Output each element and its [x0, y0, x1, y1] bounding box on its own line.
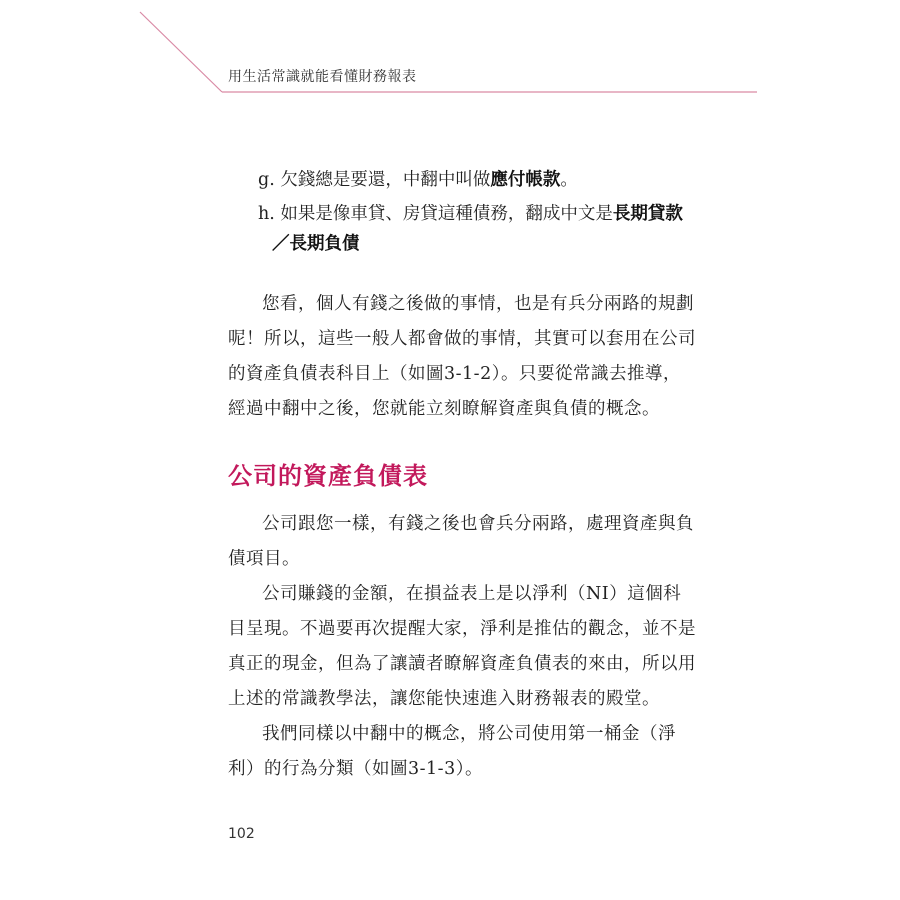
running-title: 用生活常識就能看懂財務報表	[228, 69, 417, 85]
list-item-continuation	[272, 232, 360, 256]
paragraph-2	[228, 507, 694, 577]
paragraph-line: 我們同樣以中翻中的概念，將公司使用第一桶金（淨	[262, 724, 676, 744]
paragraph-line: 真正的現金，但為了讓讀者瞭解資產負債表的來由，所以用	[228, 654, 696, 674]
list-marker: g.	[258, 170, 275, 190]
section-heading: 公司的資產負債表	[228, 462, 428, 490]
paragraph-4	[228, 717, 676, 787]
list-item-tail: 。	[560, 170, 578, 190]
list-item-h	[258, 202, 683, 226]
page-number: 102	[228, 826, 255, 842]
paragraph-line: 公司賺錢的金額，在損益表上是以淨利（NI）這個科	[262, 584, 682, 604]
list-item-term: 應付帳款	[490, 170, 561, 190]
paragraph-line: 目呈現。不過要再次提醒大家，淨利是推估的觀念，並不是	[228, 619, 696, 639]
list-item-term: 長期貸款	[612, 204, 683, 224]
header-diagonal-line	[140, 12, 222, 92]
paragraph-line: 債項目。	[228, 549, 300, 569]
paragraph-line: 經過中翻中之後，您就能立刻瞭解資產與負債的概念。	[228, 399, 660, 419]
list-item-g	[258, 168, 578, 192]
paragraph-1	[228, 287, 696, 427]
paragraph-line: 的資產負債表科目上（如圖3-1-2）。只要從常識去推導，	[228, 364, 681, 384]
list-marker: h.	[258, 204, 275, 224]
paragraph-line: 您看，個人有錢之後做的事情，也是有兵分兩路的規劃	[262, 294, 694, 314]
paragraph-line: 呢！所以，這些一般人都會做的事情，其實可以套用在公司	[228, 329, 696, 349]
paragraph-line: 公司跟您一樣，有錢之後也會兵分兩路，處理資產與負	[262, 514, 694, 534]
list-item-text: 如果是像車貸、房貸這種債務，翻成中文是	[280, 204, 613, 224]
paragraph-line: 上述的常識教學法，讓您能快速進入財務報表的殿堂。	[228, 689, 660, 709]
paragraph-3	[228, 577, 696, 717]
paragraph-line: 利）的行為分類（如圖3-1-3）。	[228, 759, 483, 779]
list-item-term-continuation: ／長期負債	[272, 234, 360, 254]
list-item-text: 欠錢總是要還，中翻中叫做	[280, 170, 491, 190]
